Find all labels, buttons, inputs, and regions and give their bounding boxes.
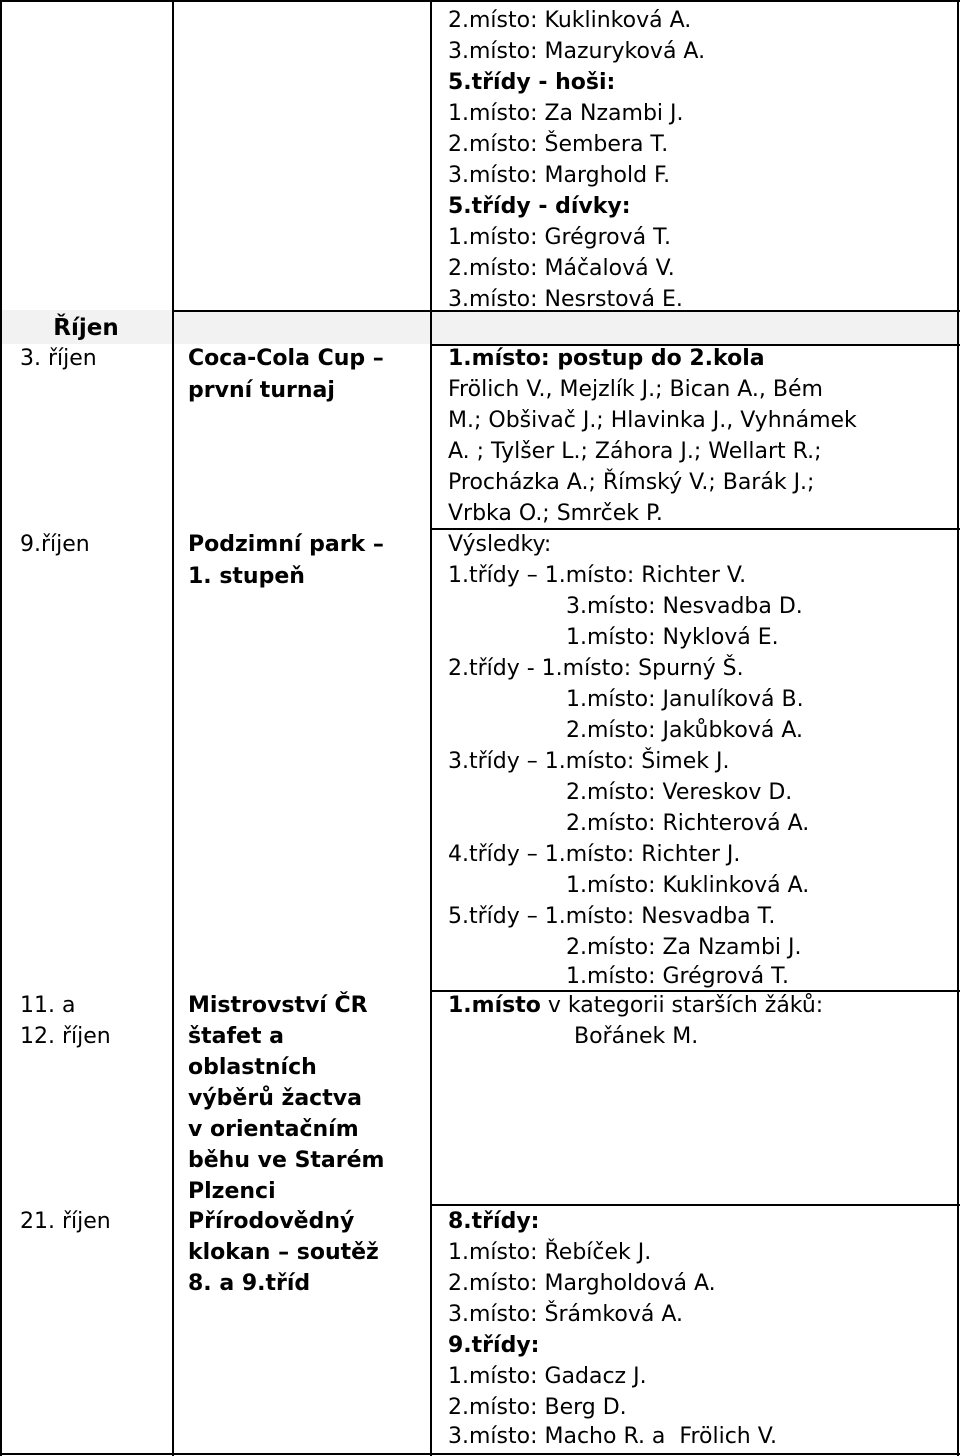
result-line: 3.třídy – 1.místo: Šimek J.	[448, 749, 730, 774]
event-title-line: Plzenci	[188, 1179, 276, 1204]
result-line: 1.místo: Řebíček J.	[448, 1240, 652, 1265]
event-date: 3. říjen	[20, 346, 97, 371]
result-line: 2.místo: Berg D.	[448, 1395, 627, 1420]
grid-left-border	[0, 0, 2, 1456]
result-line: 3.místo: Marghold F.	[448, 163, 671, 188]
grid-row-sep-5	[430, 1204, 960, 1206]
result-subheading: 9.třídy:	[448, 1333, 540, 1358]
result-line: 3.místo: Macho R. a Frölich V.	[448, 1424, 777, 1449]
event-date: 21. říjen	[20, 1209, 111, 1234]
result-subheading: 8.třídy:	[448, 1209, 540, 1234]
result-line: 1.místo: Janulíková B.	[566, 687, 804, 712]
result-line: 2.místo: Vereskov D.	[566, 780, 793, 805]
result-line: 1.místo: Grégrová T.	[566, 964, 789, 989]
event-title-line: oblastních	[188, 1055, 317, 1080]
event-title-line: Coca-Cola Cup –	[188, 346, 384, 371]
event-title-line: běhu ve Starém	[188, 1148, 385, 1173]
result-line: 1.třídy – 1.místo: Richter V.	[448, 563, 747, 588]
result-line: 4.třídy – 1.místo: Richter J.	[448, 842, 741, 867]
result-line: M.; Obšivač J.; Hlavinka J., Vyhnámek	[448, 408, 857, 433]
result-name: Bořánek M.	[574, 1024, 699, 1049]
result-line	[448, 991, 823, 1021]
result-subheading: 5.třídy - dívky:	[448, 194, 631, 219]
event-title-line: Mistrovství ČR	[188, 993, 368, 1018]
event-title-line: v orientačním	[188, 1117, 359, 1142]
event-date: 12. říjen	[20, 1024, 111, 1049]
result-line: 2.místo: Máčalová V.	[448, 256, 675, 281]
result-line: 1.místo: Kuklinková A.	[566, 873, 810, 898]
result-category: v kategorii starších žáků:	[540, 993, 824, 1018]
result-heading: 1.místo: postup do 2.kola	[448, 346, 765, 371]
event-title-line: štafet a	[188, 1024, 284, 1049]
grid-col2-divider	[430, 0, 432, 1456]
result-line: Frölich V., Mejzlík J.; Bican A., Bém	[448, 377, 823, 402]
month-header: Říjen	[53, 315, 119, 341]
result-line: 2.místo: Richterová A.	[566, 811, 810, 836]
results-label: Výsledky:	[448, 532, 552, 557]
result-line: 3.místo: Nesvadba D.	[566, 594, 803, 619]
event-title-line: 1. stupeň	[188, 564, 305, 589]
event-title-line: první turnaj	[188, 378, 335, 403]
event-date: 11. a	[20, 993, 76, 1018]
result-line: 2.místo: Za Nzambi J.	[566, 935, 802, 960]
result-line: 1.místo: Grégrová T.	[448, 225, 671, 250]
event-date: 9.říjen	[20, 532, 90, 557]
result-line: 2.třídy - 1.místo: Spurný Š.	[448, 656, 744, 681]
grid-top-border	[0, 0, 960, 2]
result-line: 2.místo: Jakůbková A.	[566, 718, 803, 743]
result-line: 3.místo: Nesrstová E.	[448, 287, 683, 312]
event-title-line: Podzimní park –	[188, 532, 384, 557]
event-title-line: 8. a 9.tříd	[188, 1271, 311, 1296]
result-line: 1.místo: Za Nzambi J.	[448, 101, 684, 126]
result-line: 2.místo: Kuklinková A.	[448, 8, 692, 33]
result-line: 1.místo: Gadacz J.	[448, 1364, 647, 1389]
result-line: 2.místo: Margholdová A.	[448, 1271, 716, 1296]
result-line: 2.místo: Šembera T.	[448, 132, 669, 157]
result-line: Vrbka O.; Smrček P.	[448, 501, 663, 526]
result-subheading: 5.třídy - hoši:	[448, 70, 616, 95]
grid-right-border	[957, 0, 959, 1456]
event-title-line: klokan – soutěž	[188, 1240, 379, 1265]
result-line: 3.místo: Mazuryková A.	[448, 39, 706, 64]
result-line: A. ; Tylšer L.; Záhora J.; Wellart R.;	[448, 439, 822, 464]
event-title-line: Přírodovědný	[188, 1209, 355, 1234]
result-place: 1.místo	[448, 993, 541, 1018]
result-line: 5.třídy – 1.místo: Nesvadba T.	[448, 904, 776, 929]
result-line: Procházka A.; Římský V.; Barák J.;	[448, 470, 815, 495]
event-title-line: výběrů žactva	[188, 1086, 362, 1111]
grid-bottom-border	[0, 1453, 960, 1455]
grid-col1-divider	[172, 0, 174, 1456]
result-line: 3.místo: Šrámková A.	[448, 1302, 683, 1327]
result-line: 1.místo: Nyklová E.	[566, 625, 779, 650]
